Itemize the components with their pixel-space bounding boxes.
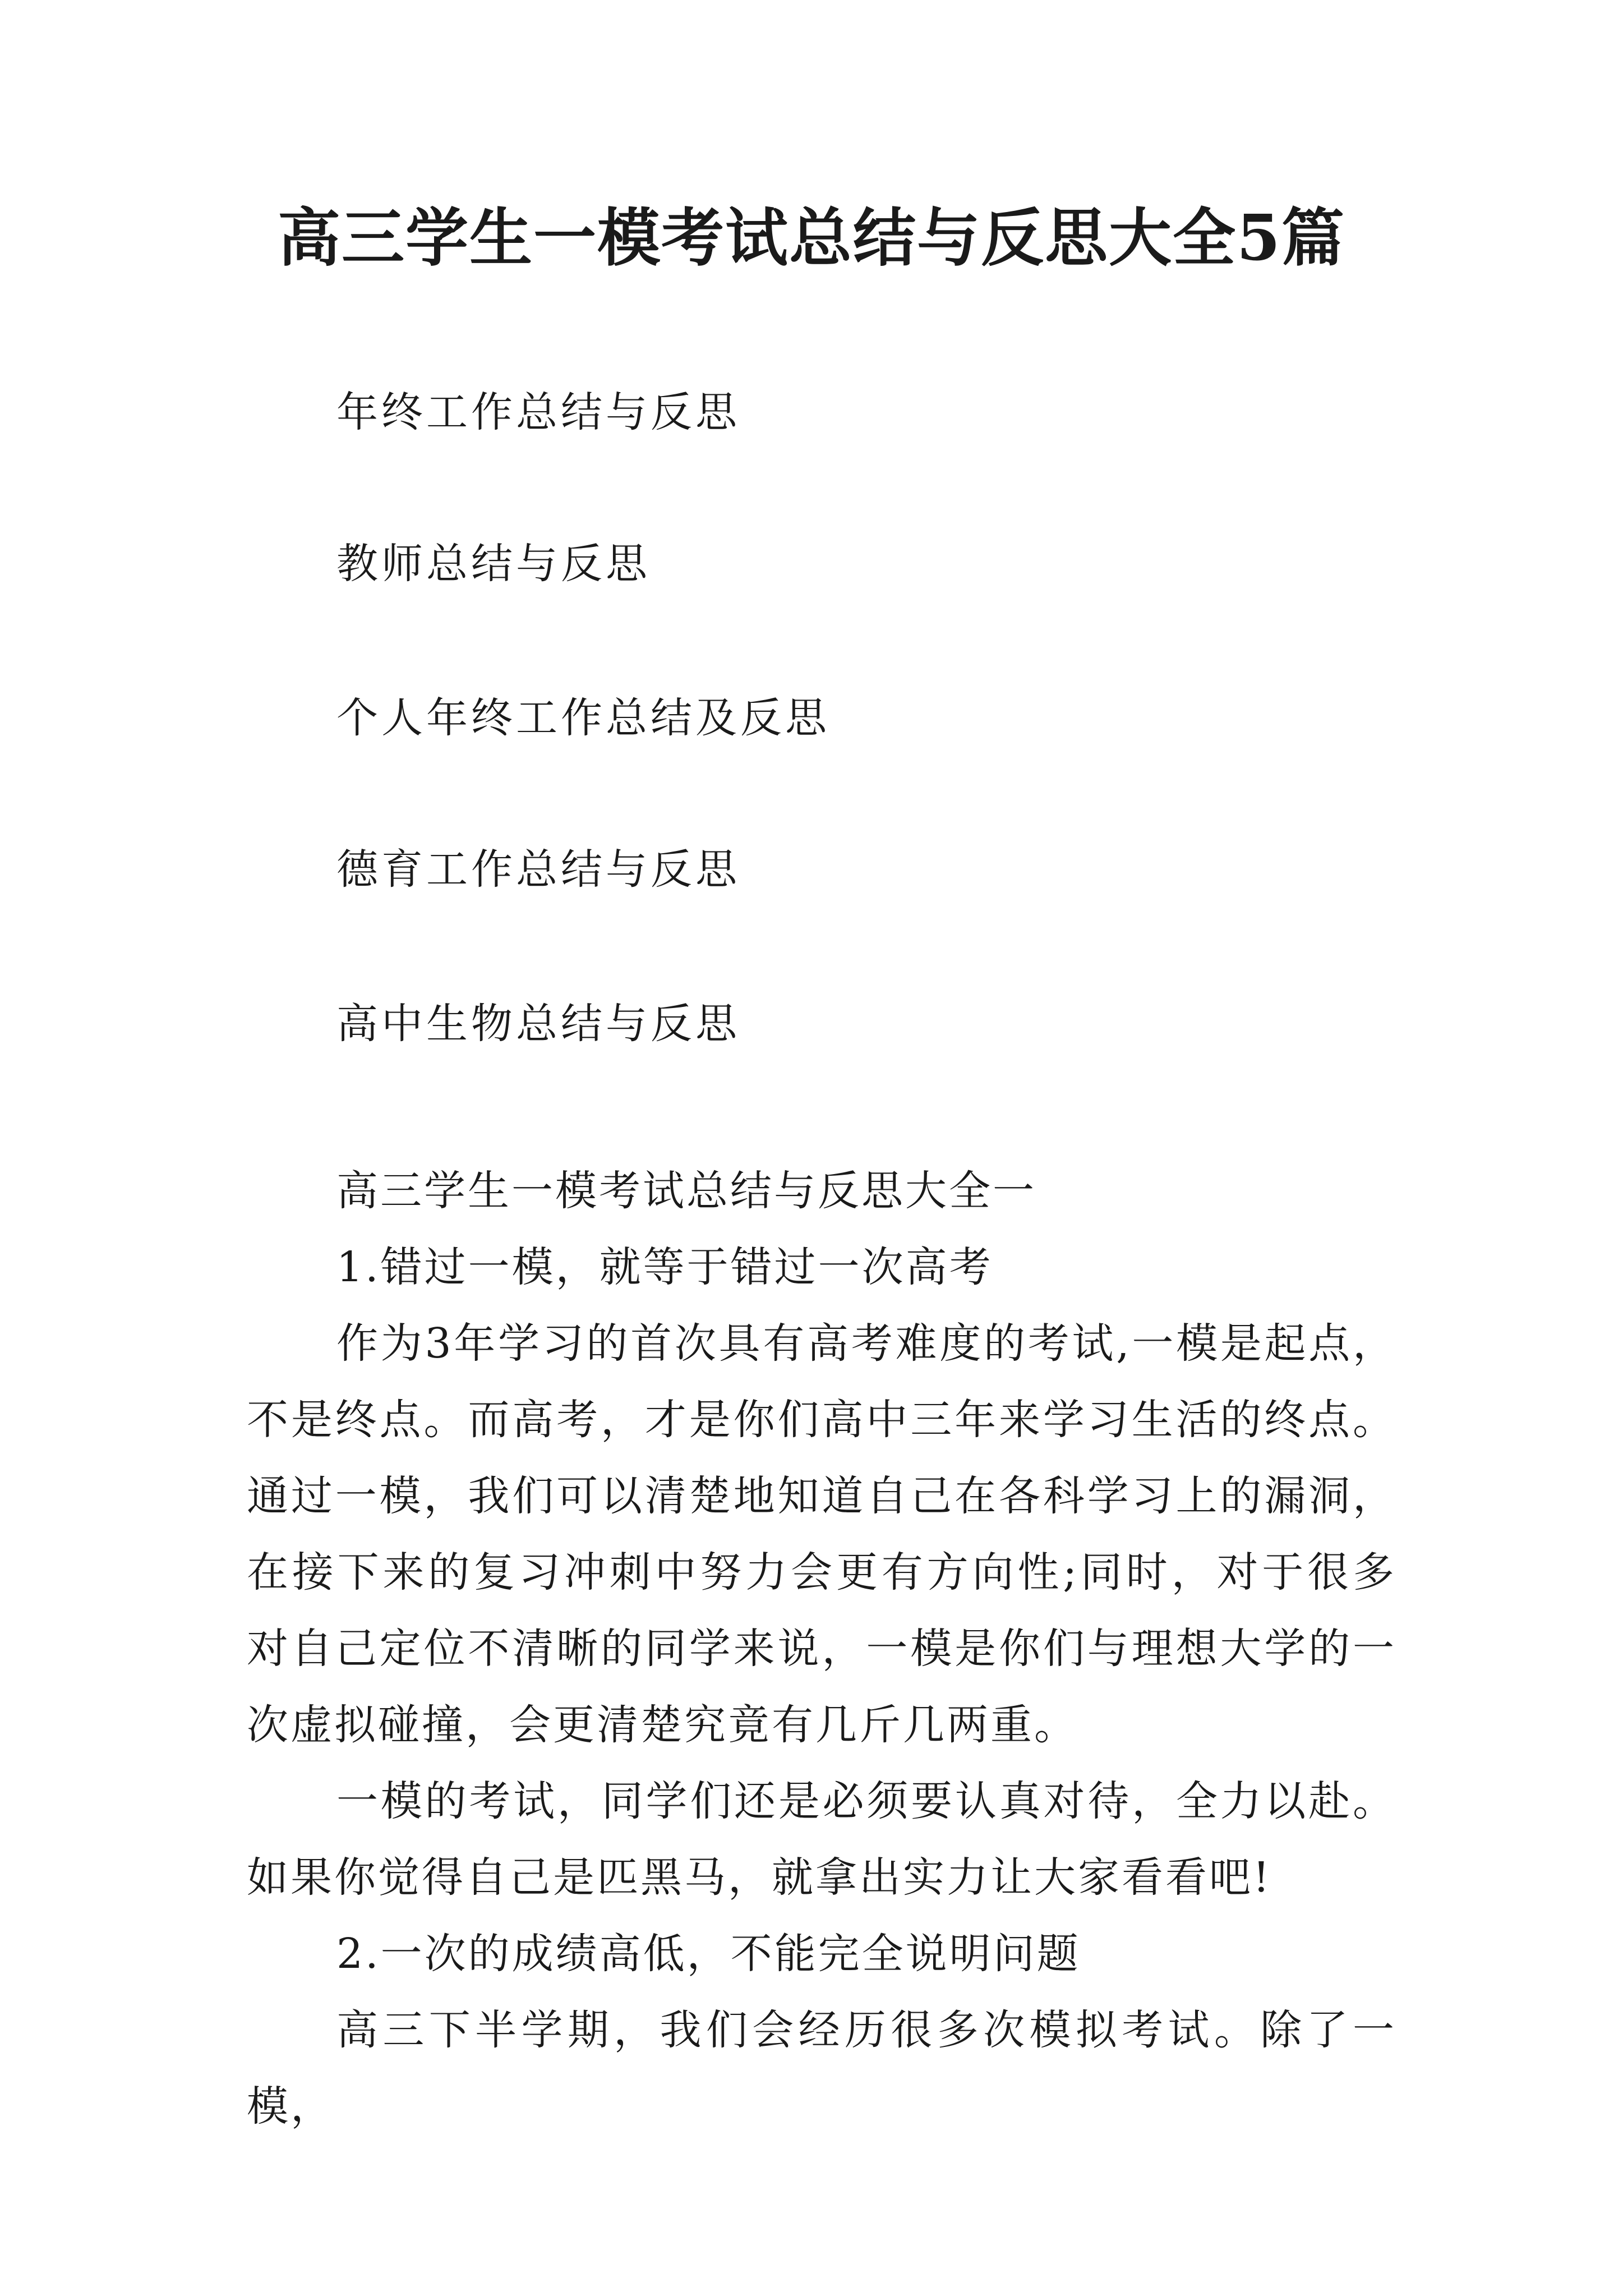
related-link[interactable]: 德育工作总结与反思 <box>336 845 740 894</box>
document-title: 高三学生一模考试总结与反思大全5篇 <box>278 201 1345 275</box>
subheading: 1.错过一模，就等于错过一次高考 <box>336 1243 993 1291</box>
subheading: 2.一次的成绩高低，不能完全说明问题 <box>336 1930 1081 1978</box>
section-heading: 高三学生一模考试总结与反思大全一 <box>336 1167 1036 1215</box>
paragraph: 作为3年学习的首次具有高考难度的考试,一模是起点，不是终点。而高考，才是你们高中三年来学习生活的终点。通过一模，我们可以清楚地知道自己在各科学习上的漏洞，在接下来的复习冲刺中努力会更有方向性;同时，对于很多对自己定位不清晰的同学来说，一模是你们与理想大学的一次虚拟碰撞，会更清楚究竟有几斤几两重。 <box>247 1319 1396 1749</box>
related-link[interactable]: 年终工作总结与反思 <box>336 388 740 436</box>
paragraph: 一模的考试，同学们还是必须要认真对待，全力以赴。如果你觉得自己是匹黑马，就拿出实力让大家看看吧! <box>247 1777 1396 1902</box>
paragraph: 高三下半学期，我们会经历很多次模拟考试。除了一模， <box>247 2006 1396 2131</box>
related-link[interactable]: 高中生物总结与反思 <box>336 1000 740 1048</box>
related-link[interactable]: 个人年终工作总结及反思 <box>336 694 830 742</box>
article-body <box>247 1153 1396 2145</box>
related-link[interactable]: 教师总结与反思 <box>336 540 651 588</box>
